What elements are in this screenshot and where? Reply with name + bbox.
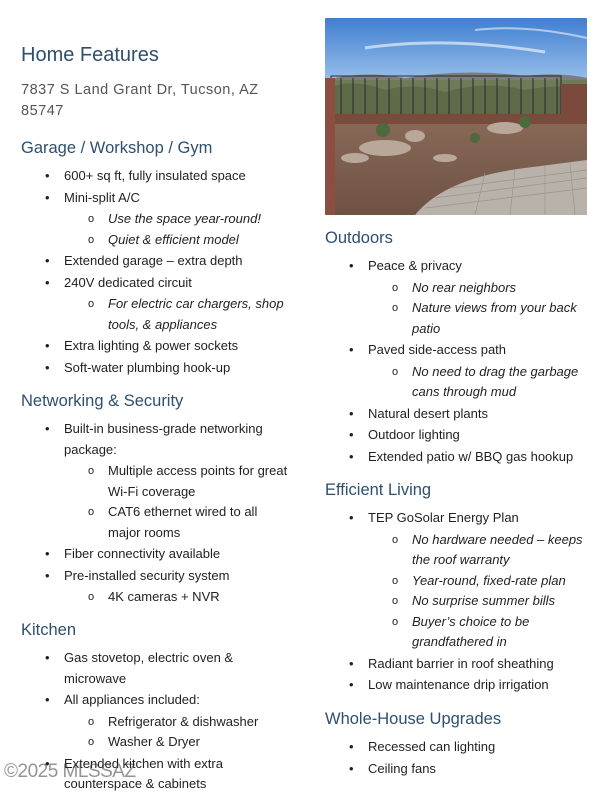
feature-text: Outdoor lighting — [368, 427, 460, 442]
feature-subitem: o Quiet & efficient model — [64, 230, 291, 251]
feature-subitem: o CAT6 ethernet wired to all major rooms — [64, 502, 291, 543]
feature-sublist — [64, 587, 291, 608]
feature-item — [21, 566, 291, 608]
section-outdoors — [325, 229, 595, 468]
feature-text: Recessed can lighting — [368, 739, 496, 754]
feature-subitem: o Nature views from your back patio — [368, 298, 595, 339]
feature-subitem: o No hardware needed – keeps the roof warranty — [368, 530, 595, 571]
feature-text: Extended kitchen with extra counterspace & cabinets — [64, 755, 223, 791]
feature-text: Peace & privacy — [368, 258, 462, 273]
feature-item — [21, 419, 291, 543]
feature-item — [325, 737, 595, 758]
feature-subitem: o Multiple access points for great Wi-Fi coverage — [64, 461, 291, 502]
feature-subitem: o Year-round, fixed-rate plan — [368, 571, 595, 592]
feature-item — [21, 544, 291, 565]
property-address: 7837 S Land Grant Dr, Tucson, AZ 85747 — [21, 82, 259, 119]
mls-watermark: ©2025 MLSSAZ — [4, 761, 136, 782]
section-heading: Whole-House Upgrades — [325, 710, 502, 728]
feature-text: Radiant barrier in roof sheathing — [368, 655, 554, 671]
feature-text: Paved side-access path — [368, 342, 507, 357]
feature-sublist — [368, 362, 595, 403]
section-heading: Kitchen — [21, 621, 77, 639]
section-efficient-living — [325, 481, 595, 697]
backyard-patio-photo — [325, 18, 587, 215]
feature-text: All appliances included: — [64, 692, 200, 707]
feature-subitem: o Use the space year-round! — [64, 209, 291, 230]
section-heading: Outdoors — [325, 229, 393, 247]
section-heading: Garage / Workshop / Gym — [21, 139, 213, 157]
feature-text: Ceiling fans — [368, 760, 436, 776]
feature-text: Pre-installed security system — [64, 567, 230, 583]
feature-list — [21, 419, 291, 608]
feature-text: Built-in business-grade networking package: — [64, 421, 263, 457]
feature-item — [21, 690, 291, 753]
feature-subitem: o No surprise summer bills — [368, 591, 595, 612]
feature-list — [325, 508, 595, 696]
feature-item — [325, 404, 595, 425]
feature-subitem: o No rear neighbors — [368, 278, 595, 299]
feature-subitem: o No need to drag the garbage cans through mud — [368, 362, 595, 403]
section-garage-workshop-gym — [21, 139, 291, 379]
section-networking-security — [21, 392, 291, 609]
feature-item — [21, 188, 291, 251]
feature-item — [21, 358, 291, 379]
feature-sublist — [64, 712, 291, 753]
feature-text: Soft-water plumbing hook-up — [64, 359, 231, 375]
feature-text: Natural desert plants — [368, 405, 488, 421]
feature-text: Extended patio w/ BBQ gas hookup — [368, 448, 574, 464]
feature-list — [21, 166, 291, 378]
feature-list — [325, 256, 595, 467]
feature-sublist — [64, 461, 291, 543]
feature-list — [325, 737, 595, 779]
feature-item — [325, 340, 595, 403]
feature-sublist — [64, 209, 291, 250]
feature-subitem: o Refrigerator & dishwasher — [64, 712, 291, 733]
feature-item — [21, 336, 291, 357]
feature-text: Extended garage – extra depth — [64, 253, 243, 268]
section-heading: Networking & Security — [21, 392, 184, 410]
feature-item — [325, 508, 595, 653]
feature-item — [325, 759, 595, 780]
feature-sublist — [368, 530, 595, 653]
feature-text: Extra lighting & power sockets — [64, 338, 239, 353]
feature-subitem: o Washer & Dryer — [64, 732, 291, 753]
page-title: Home Features — [21, 44, 159, 66]
feature-item — [325, 447, 595, 468]
feature-text: 600+ sq ft, fully insulated space — [64, 168, 246, 183]
feature-sublist — [64, 294, 291, 335]
feature-item — [21, 166, 291, 187]
section-whole-house-upgrades — [325, 710, 595, 780]
feature-text: Gas stovetop, electric oven & microwave — [64, 650, 234, 686]
feature-text: Mini-split A/C — [64, 189, 140, 205]
feature-item — [325, 256, 595, 339]
feature-text: 240V dedicated circuit — [64, 274, 192, 290]
feature-sublist — [368, 278, 595, 340]
feature-item — [325, 425, 595, 446]
feature-item — [325, 654, 595, 675]
feature-subitem: o 4K cameras + NVR — [64, 587, 291, 608]
section-heading: Efficient Living — [325, 481, 432, 499]
feature-item — [21, 273, 291, 336]
feature-text: TEP GoSolar Energy Plan — [368, 510, 519, 525]
feature-item — [21, 648, 291, 689]
feature-subitem: o For electric car chargers, shop tools, & appliances — [64, 294, 291, 335]
feature-item — [21, 251, 291, 272]
feature-text: Fiber connectivity available — [64, 546, 221, 561]
feature-text: Low maintenance drip irrigation — [368, 677, 549, 692]
feature-subitem: o Buyer’s choice to be grandfathered in — [368, 612, 595, 653]
feature-item — [325, 675, 595, 696]
